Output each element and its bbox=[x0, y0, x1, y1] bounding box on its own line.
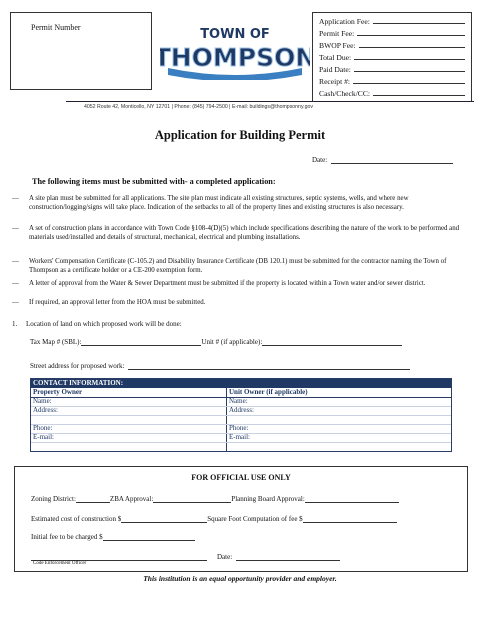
tax-map-row bbox=[30, 338, 402, 346]
zba-input[interactable] bbox=[153, 495, 231, 503]
officer-date-row: Date: bbox=[31, 553, 340, 561]
unit-owner-phone-field[interactable]: Phone: bbox=[227, 424, 451, 434]
officer-signature-line[interactable] bbox=[31, 553, 207, 561]
street-address-input[interactable] bbox=[128, 362, 410, 370]
owner-email-field[interactable]: E-mail: bbox=[31, 433, 241, 443]
permit-number-box bbox=[10, 12, 152, 90]
official-date-input[interactable] bbox=[236, 553, 340, 561]
list-item: — A set of construction plans in accordance with Town Code §108-4(D)(5) which include specifications describing the nature of the work to be performed and materials used/installed and details of structural, mechanical, electrical and plumbing installations. bbox=[12, 225, 460, 241]
owner-address-field[interactable]: Address: bbox=[31, 406, 241, 416]
list-item: — Workers' Compensation Certificate (C-105.2) and Disability Insurance Certificate (DB 120.1) must be submitted for the contractor naming the Town of Thompson as a certificate holder or a CE-200 exemption form. bbox=[12, 258, 447, 274]
owner-phone-field[interactable]: Phone: bbox=[31, 424, 241, 434]
contact-header: CONTACT INFORMATION: bbox=[31, 379, 451, 388]
header-rule bbox=[66, 101, 474, 102]
equal-opportunity-statement: This institution is an equal opportunity provider and employer. bbox=[143, 574, 337, 583]
officer-label: Code Enforcement Officer bbox=[33, 561, 87, 566]
tax-map-input[interactable] bbox=[81, 338, 201, 346]
svg-text:THOMPSON: THOMPSON bbox=[160, 43, 310, 72]
initial-fee-row: Initial fee to be charged $ bbox=[31, 533, 195, 541]
town-logo bbox=[160, 20, 310, 80]
fee-row: Permit Fee: bbox=[319, 29, 465, 38]
official-use-box bbox=[14, 466, 468, 572]
street-address-label: Street address for proposed work: bbox=[30, 362, 125, 370]
initial-fee-input[interactable] bbox=[103, 533, 195, 541]
permit-number-label: Permit Number bbox=[31, 23, 81, 32]
list-item: — If required, an approval letter from the HOA must be submitted. bbox=[12, 299, 206, 306]
fee-row: BWOP Fee: bbox=[319, 41, 465, 50]
official-title: FOR OFFICIAL USE ONLY bbox=[191, 473, 291, 482]
contact-table bbox=[30, 378, 452, 452]
cost-row: Estimated cost of construction $ Square Foot Computation of fee $ bbox=[31, 515, 397, 523]
property-owner-heading: Property Owner bbox=[31, 388, 241, 398]
fee-row: Paid Date: bbox=[319, 65, 465, 74]
owner-name-field[interactable]: Name: bbox=[31, 397, 241, 407]
tax-map-label: Tax Map # (SBL): bbox=[30, 338, 82, 346]
date-field[interactable]: Date: bbox=[312, 155, 453, 164]
fee-row: Receipt #: bbox=[319, 77, 465, 86]
fee-row: Cash/Check/CC: bbox=[319, 89, 465, 98]
fee-row: Total Due: bbox=[319, 53, 465, 62]
svg-text:TOWN OF: TOWN OF bbox=[200, 27, 270, 42]
unit-owner-address-field[interactable]: Address: bbox=[227, 406, 451, 416]
zoning-row: Zoning District: ZBA Approval: Planning Board Approval: bbox=[31, 495, 399, 503]
unit-label: Unit # (if applicable): bbox=[201, 338, 263, 346]
list-item: — A letter of approval from the Water & Sewer Department must be submitted if the property is located within a Town water and/or sewer district. bbox=[12, 280, 426, 287]
unit-input[interactable] bbox=[262, 338, 402, 346]
unit-owner-name-field[interactable]: Name: bbox=[227, 397, 451, 407]
town-address: 4052 Route 42, Monticello, NY 12701 | Phone: (845) 794-2500 | E-mail: buildings@thompsonny.gov bbox=[84, 104, 313, 110]
requirements-heading: The following items must be submitted with- a completed application: bbox=[32, 177, 276, 186]
fee-row: Application Fee: bbox=[319, 17, 465, 26]
unit-owner-email-field[interactable]: E-mail: bbox=[227, 433, 451, 443]
cost-input[interactable] bbox=[121, 515, 207, 523]
list-item: — A site plan must be submitted for all applications. The site plan must indicate all existing structures, septic systems, wells, and where new construction/logging/signs will take place. Indication of the setbacks to all of the property lines and existing structures is also necessary. bbox=[12, 195, 409, 211]
unit-owner-heading: Unit Owner (if applicable) bbox=[227, 388, 451, 398]
street-address-row bbox=[30, 362, 410, 370]
planning-input[interactable] bbox=[305, 495, 399, 503]
zoning-input[interactable] bbox=[76, 495, 110, 503]
question-location: 1. Location of land on which proposed work will be done: bbox=[12, 320, 182, 328]
fee-box bbox=[312, 12, 472, 102]
page-title: Application for Building Permit bbox=[154, 128, 326, 142]
sqft-input[interactable] bbox=[303, 515, 397, 523]
